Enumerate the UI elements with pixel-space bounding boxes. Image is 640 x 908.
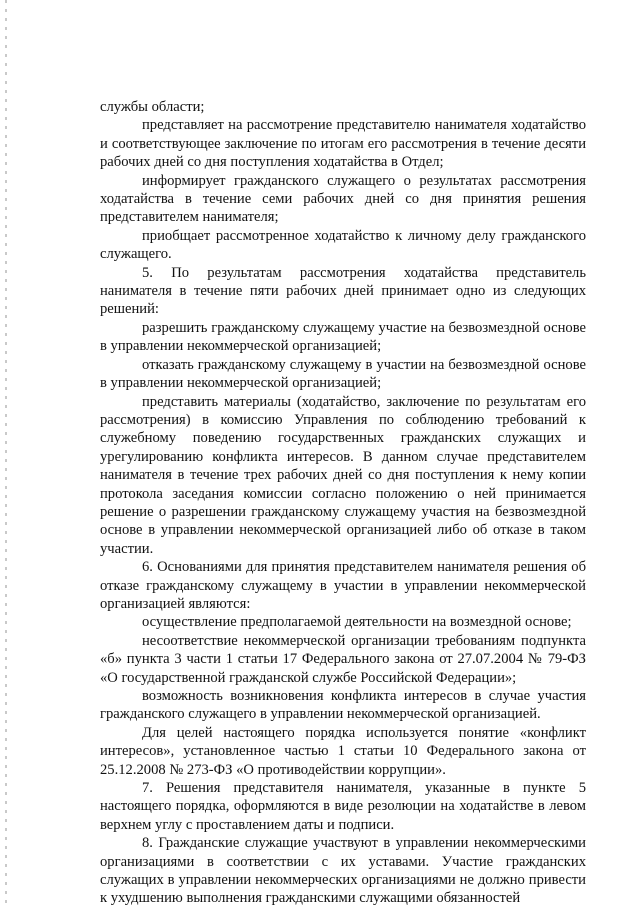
document-paragraph: Для целей настоящего порядка используется понятие «конфликт интересов», установленное частью 1 статьи 10 Федерального закона от 25.12.2008 № 273-ФЗ «О противодействии коррупции». [100,724,586,778]
document-paragraph: информирует гражданского служащего о результатах рассмотрения ходатайства в течение семи рабочих дней со дня принятия решения представителем нанимателя; [100,172,586,226]
document-paragraph: несоответствие некоммерческой организации требованиям подпункта «б» пункта 3 части 1 статьи 17 Федерального закона от 27.07.2004 № 79-ФЗ «О государственной гражданской службе Российской Федерации»; [100,632,586,686]
document-paragraph: 7. Решения представителя нанимателя, указанные в пункте 5 настоящего порядка, оформляются в виде резолюции на ходатайстве в левом верхнем углу с проставлением даты и подписи. [100,780,586,833]
document-paragraph: представить материалы (ходатайство, заключение по результатам его рассмотрения) в комиссию Управления по соблюдению требований к служебному поведению государственных гражданских служащих и урегулированию конфликта интересов. В данном случае представителем нанимателя в течение трех рабочих дней со дня поступления к нему копии протокола заседания комиссии согласно положению о ней принимается решение о разрешении гражданскому служащему участия на безвозмездной основе в управлении некоммерческой организацией либо об отказе в таком участии. [100,393,586,557]
document-paragraph: 8. Гражданские служащие участвуют в управлении некоммерческими организациями в соответствии с их уставами. Участие гражданских служащих в управлении некоммерческих организациями не должно привести к ухудшению выполнения гражданскими служащими обязанностей [100,835,586,907]
document-paragraph: представляет на рассмотрение представителю нанимателя ходатайство и соответствующее заключение по итогам его рассмотрения в течение десяти рабочих дней со дня поступления ходатайства в Отдел; [100,117,586,171]
document-page [100,98,586,908]
document-paragraph: осуществление предполагаемой деятельности на возмездной основе; [142,614,572,631]
document-paragraph: службы области; [100,99,205,115]
document-paragraph: разрешить гражданскому служащему участие на безвозмездной основе в управлении некоммерческой организацией; [100,319,586,355]
document-paragraph: отказать гражданскому служащему в участии на безвозмездной основе в управлении некоммерческой организацией; [100,356,586,392]
document-paragraph: приобщает рассмотренное ходатайство к личному делу гражданского служащего. [100,227,586,263]
document-paragraph: 6. Основаниями для принятия представителем нанимателя решения об отказе гражданскому служащему в участии в управлении некоммерческой организацией являются: [100,559,586,612]
document-paragraph: возможность возникновения конфликта интересов в случае участия гражданского служащего в управлении некоммерческой организацией. [100,688,586,723]
scan-edge-marks [5,0,7,905]
document-paragraph: 5. По результатам рассмотрения ходатайства представитель нанимателя в течение пяти рабочих дней принимает одно из следующих решений: [100,264,586,318]
